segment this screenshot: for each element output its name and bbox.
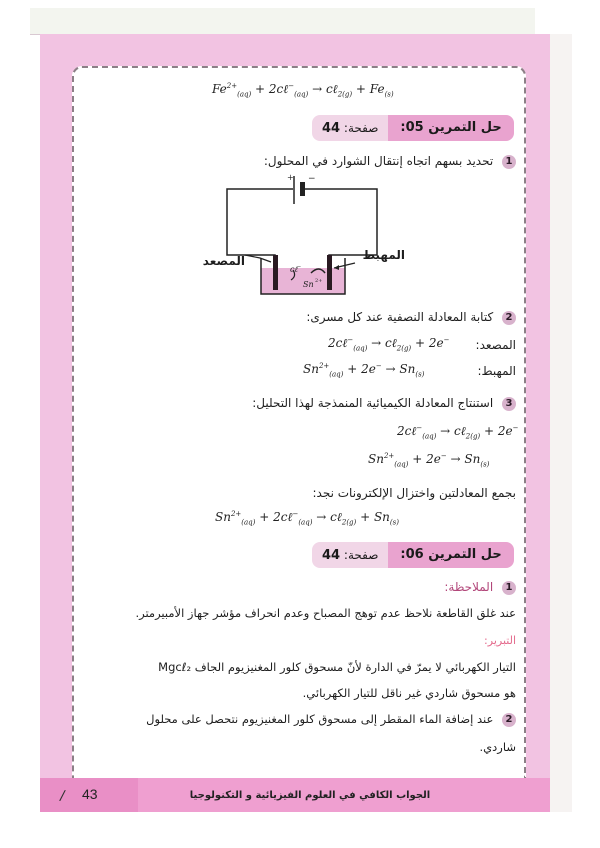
number-circle-icon: 1 xyxy=(502,581,516,595)
electrolysis-diagram xyxy=(202,170,395,300)
svg-text:2+: 2+ xyxy=(315,278,323,284)
sum-equation: $Sn^{2+}_{(aq)}$ + 2cℓ−$_{(aq)}$ → cℓ$_{2(g)}$ + $Sn_{(s)}$ xyxy=(215,510,399,527)
exercise-05-header xyxy=(312,115,514,141)
battery-plus-sign: + xyxy=(287,173,294,182)
exercise-06-header xyxy=(312,542,514,568)
observation-text: عند غلق القاطعة نلاحظ عدم توهج المصباح وعدم انحراف مؤشر جهاز الأمبيرمتر. xyxy=(135,606,516,620)
anode-electrode xyxy=(273,255,278,290)
sum-text: بجمع المعادلتين واختزال الإلكترونات نجد: xyxy=(312,486,516,500)
number-circle-icon: 2 xyxy=(502,713,516,727)
anode-equation: 2cℓ−$_{(aq)}$ → cℓ$_{2(g)}$ + 2e− xyxy=(328,336,450,353)
cathode-label: المهبط: xyxy=(477,364,516,378)
pen-mark: / xyxy=(58,787,67,805)
cathode-equation: $Sn^{2+}_{(aq)} + 2e^- \to Sn_{(s)}$ xyxy=(303,362,425,379)
ex05-question-2: 2 كتابة المعادلة النصفية عند كل مسرى: xyxy=(306,310,516,325)
justification-line-2: هو مسحوق شاردي غير ناقل للتيار الكهربائي. xyxy=(302,686,516,700)
number-circle-icon: 1 xyxy=(502,155,516,169)
page-edge xyxy=(550,34,572,812)
justification-line-1: التيار الكهربائي لا يمرّ في الدارة لأنّ مسحوق كلور المغنيزيوم الجاف Mgcℓ₂ xyxy=(158,660,516,674)
exercise-06-title: حل التمرين 06: xyxy=(388,542,513,568)
q3-equation-1: 2cℓ−$_{(aq)}$ → cℓ$_{2(g)}$ + 2e− xyxy=(397,424,519,441)
cathode-electrode xyxy=(327,255,332,290)
justification-label: التبرير: xyxy=(484,634,516,647)
cathode-diagram-label: المهبط xyxy=(362,248,405,262)
top-strip xyxy=(30,8,535,35)
book-title: الجواب الكافي في العلوم الفيزيائية و التكنولوجيا xyxy=(189,790,431,801)
observation-heading: 1 الملاحظة: xyxy=(444,580,516,595)
page-number: 43 xyxy=(82,786,98,802)
ex06-question-2: 2 عند إضافة الماء المقطر إلى مسحوق كلور المغنيزيوم نتحصل على محلول xyxy=(146,712,516,727)
battery-minus-sign: − xyxy=(308,174,316,184)
number-circle-icon: 2 xyxy=(502,311,516,325)
ex06-question-2-continued: شاردي. xyxy=(479,740,516,754)
exercise-06-page-ref: صفحة: 44 xyxy=(312,542,388,568)
svg-text:Sn: Sn xyxy=(303,280,314,289)
exercise-05-page-ref: صفحة: 44 xyxy=(312,115,388,141)
q3-equation-2: $Sn^{2+}_{(aq)} + 2e^- \to Sn_{(s)}$ xyxy=(368,452,490,469)
svg-text:−: − xyxy=(297,264,302,270)
svg-text:cℓ: cℓ xyxy=(290,265,298,274)
ex05-question-1: 1 تحديد بسهم اتجاه إنتقال الشوارد في المحلول: xyxy=(264,154,516,169)
top-equation: $Fe^{2+}_{(aq)}$ + 2cℓ−$_{(aq)}$ → cℓ$_{2(g)}$ + $Fe_{(s)}$ xyxy=(212,82,394,99)
anode-diagram-label: المصعد xyxy=(202,254,245,268)
exercise-05-title: حل التمرين 05: xyxy=(388,115,513,141)
ex05-question-3: 3 استنتاج المعادلة الكيميائية المنمذجة لهذا التحليل: xyxy=(252,396,516,411)
battery-plate-negative xyxy=(300,182,305,196)
number-circle-icon: 3 xyxy=(502,397,516,411)
anode-label: المصعد: xyxy=(475,338,516,352)
